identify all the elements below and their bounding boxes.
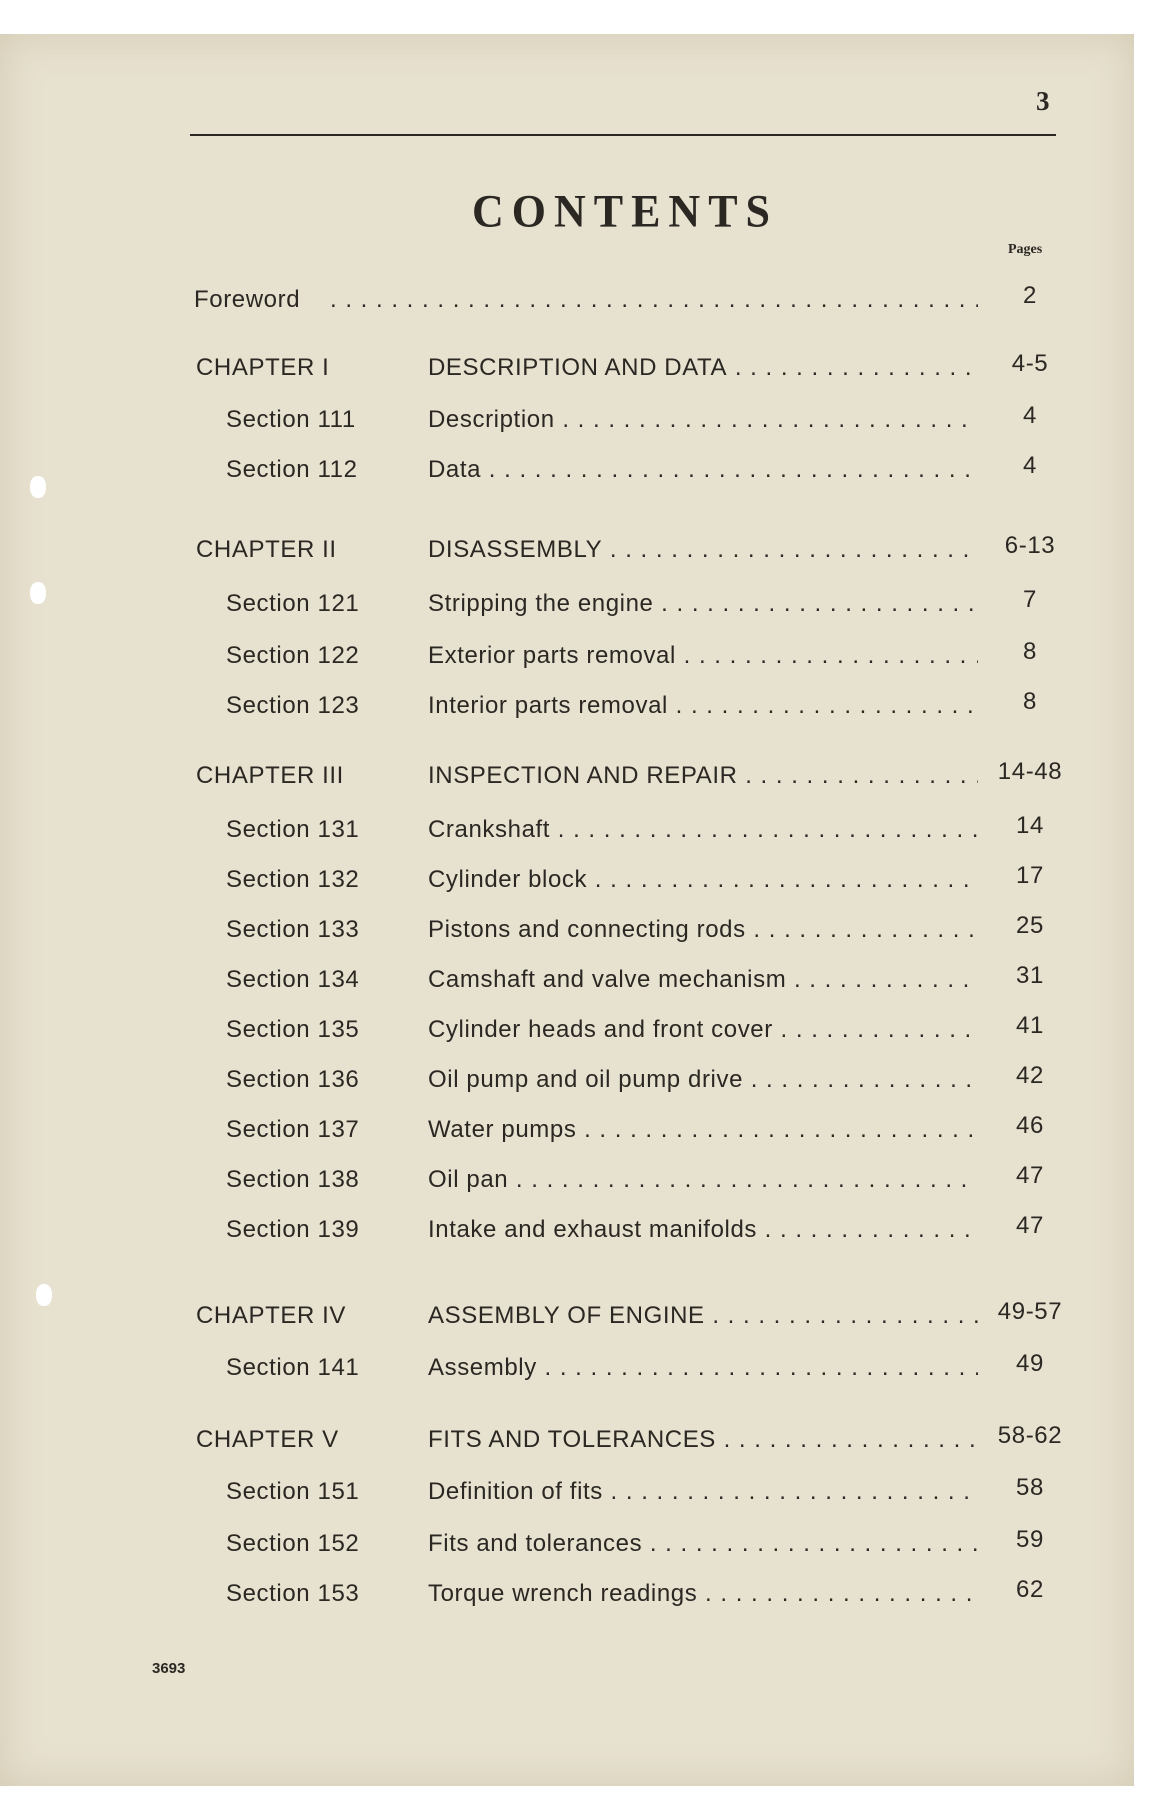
- section-title: Stripping the engine . . .: [428, 590, 978, 618]
- chapter-title: ASSEMBLY OF ENGINE . . .: [428, 1302, 978, 1330]
- section-title: Assembly . . .: [428, 1354, 978, 1382]
- page-reference: 14-48: [997, 758, 1063, 785]
- section-number: Section 134: [226, 966, 360, 993]
- page-reference: 4-5: [1011, 350, 1049, 377]
- section-row: [0, 962, 1134, 1002]
- header-rule: [190, 134, 1056, 136]
- section-row: [0, 402, 1134, 442]
- chapter-title: DISASSEMBLY . . .: [428, 536, 978, 564]
- section-title: Description . . .: [428, 406, 978, 434]
- section-row: [0, 1062, 1134, 1102]
- page-reference: 17: [1016, 862, 1044, 889]
- section-number: Section 111: [226, 406, 356, 433]
- section-row: [0, 1162, 1134, 1202]
- section-title: Intake and exhaust manifolds . . .: [428, 1216, 978, 1244]
- page-reference: 25: [1016, 912, 1044, 939]
- document-code: 3693: [152, 1660, 186, 1677]
- section-title: Pistons and connecting rods . . .: [428, 916, 978, 944]
- section-row: [0, 1350, 1134, 1390]
- section-title: Cylinder heads and front cover . . .: [428, 1016, 978, 1044]
- foreword-label: Foreword: [194, 286, 301, 313]
- section-row: [0, 1112, 1134, 1152]
- section-row: [0, 1012, 1134, 1052]
- section-row: [0, 688, 1134, 728]
- page-reference: 58-62: [997, 1422, 1063, 1449]
- section-number: Section 131: [226, 816, 360, 843]
- section-number: Section 132: [226, 866, 360, 893]
- section-title: Crankshaft . . .: [428, 816, 978, 844]
- page-reference: 7: [1023, 586, 1037, 613]
- section-row: [0, 1212, 1134, 1252]
- chapter-number: CHAPTER V: [196, 1426, 339, 1453]
- page-reference: 46: [1016, 1112, 1044, 1139]
- page-reference: 58: [1016, 1474, 1044, 1501]
- chapter-title: INSPECTION AND REPAIR . . .: [428, 762, 978, 790]
- section-number: Section 112: [226, 456, 358, 483]
- chapter-row: [0, 1298, 1134, 1338]
- section-title: Torque wrench readings . . .: [428, 1580, 978, 1608]
- section-row: [0, 1526, 1134, 1566]
- chapter-row: [0, 350, 1134, 390]
- chapter-number: CHAPTER II: [196, 536, 337, 563]
- page-reference: 4: [1023, 402, 1037, 429]
- page-reference: 47: [1016, 1162, 1044, 1189]
- document-page: [0, 34, 1134, 1786]
- section-title: Data . . .: [428, 456, 978, 484]
- page-reference: 41: [1016, 1012, 1044, 1039]
- section-row: [0, 912, 1134, 952]
- page-reference: 59: [1016, 1526, 1044, 1553]
- section-number: Section 141: [226, 1354, 360, 1381]
- section-title: Oil pan . . .: [428, 1166, 978, 1194]
- chapter-number: CHAPTER I: [196, 354, 330, 381]
- foreword-row: [0, 282, 1134, 322]
- section-number: Section 152: [226, 1530, 360, 1557]
- section-title: Interior parts removal . . .: [428, 692, 978, 720]
- page-reference: 49: [1016, 1350, 1044, 1377]
- section-row: [0, 638, 1134, 678]
- chapter-number: CHAPTER III: [196, 762, 344, 789]
- chapter-row: [0, 758, 1134, 798]
- page-reference: 8: [1023, 688, 1037, 715]
- section-row: [0, 452, 1134, 492]
- chapter-title: DESCRIPTION AND DATA . . .: [428, 354, 978, 382]
- page-reference: 4: [1023, 452, 1037, 479]
- chapter-number: CHAPTER IV: [196, 1302, 347, 1329]
- section-title: Water pumps . . .: [428, 1116, 978, 1144]
- page-number: 3: [1036, 86, 1050, 116]
- section-row: [0, 1474, 1134, 1514]
- section-number: Section 133: [226, 916, 360, 943]
- section-number: Section 136: [226, 1066, 360, 1093]
- chapter-row: [0, 532, 1134, 572]
- page-reference: 14: [1016, 812, 1044, 839]
- page-reference: 47: [1016, 1212, 1044, 1239]
- section-number: Section 123: [226, 692, 360, 719]
- section-number: Section 122: [226, 642, 360, 669]
- foreword-page: 2: [1023, 282, 1037, 309]
- section-row: [0, 812, 1134, 852]
- section-number: Section 153: [226, 1580, 360, 1607]
- section-row: [0, 1576, 1134, 1616]
- foreword-leader: [330, 286, 978, 314]
- section-number: Section 151: [226, 1478, 360, 1505]
- chapter-title: FITS AND TOLERANCES . . .: [428, 1426, 978, 1454]
- section-title: Exterior parts removal . . .: [428, 642, 978, 670]
- section-title: Oil pump and oil pump drive . . .: [428, 1066, 978, 1094]
- page-title: CONTENTS: [471, 185, 779, 238]
- section-number: Section 121: [226, 590, 360, 617]
- section-row: [0, 586, 1134, 626]
- page-reference: 62: [1016, 1576, 1044, 1603]
- page-reference: 42: [1016, 1062, 1044, 1089]
- page-reference: 6-13: [1004, 532, 1056, 559]
- section-title: Definition of fits . . .: [428, 1478, 978, 1506]
- section-title: Camshaft and valve mechanism . . .: [428, 966, 978, 994]
- section-title: Fits and tolerances . . .: [428, 1530, 978, 1558]
- chapter-row: [0, 1422, 1134, 1462]
- section-number: Section 138: [226, 1166, 360, 1193]
- section-number: Section 139: [226, 1216, 360, 1243]
- section-title: Cylinder block . . .: [428, 866, 978, 894]
- page-reference: 49-57: [997, 1298, 1063, 1325]
- pages-column-label: Pages: [1008, 242, 1043, 257]
- page-reference: 31: [1016, 962, 1044, 989]
- section-number: Section 135: [226, 1016, 360, 1043]
- section-number: Section 137: [226, 1116, 360, 1143]
- section-row: [0, 862, 1134, 902]
- page-reference: 8: [1023, 638, 1037, 665]
